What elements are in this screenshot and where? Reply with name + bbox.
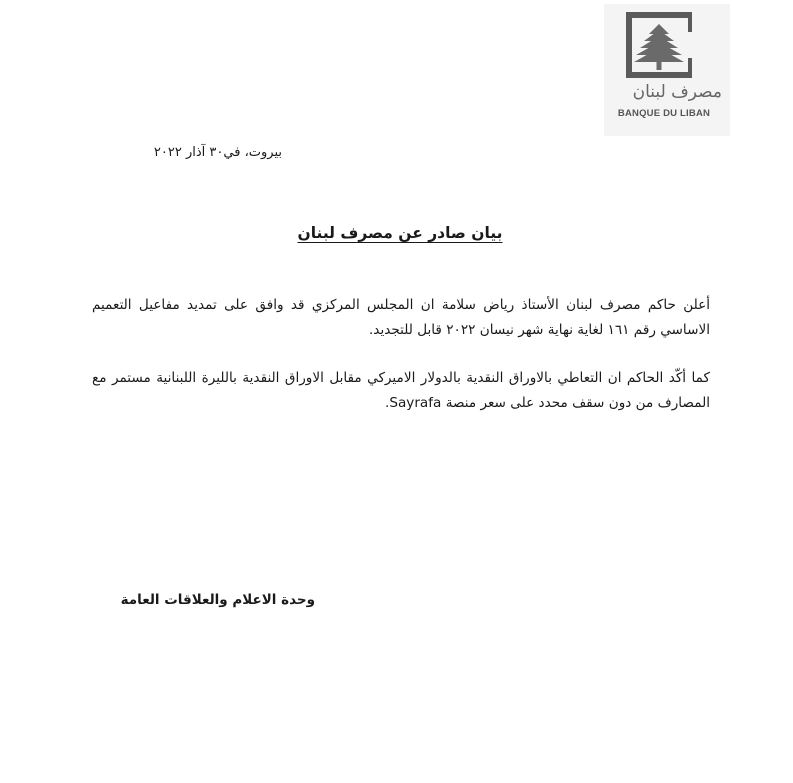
statement-title: بيان صادر عن مصرف لبنان [297, 224, 503, 242]
paragraph-exchange: كما أكّد الحاكم ان التعاطي بالاوراق النقدية بالدولار الاميركي مقابل الاوراق النقدية بالليرة اللبنانية مستمر مع المصارف من دون سقف محدد على سعر منصة Sayrafa. [92, 370, 710, 411]
cedar-tree-icon [622, 8, 696, 82]
logo-latin-name: BANQUE DU LIBAN [617, 108, 711, 119]
date-line: بيروت، في٣٠ آذار ٢٠٢٢ [153, 145, 282, 160]
paragraph-extension: أعلن حاكم مصرف لبنان الأستاذ رياض سلامة ان المجلس المركزي قد وافق على تمديد مفاعيل التعميم الاساسي رقم ١٦١ لغاية نهاية شهر نيسان ٢٠٢٢ قابل للتجديد. [92, 297, 710, 338]
signature-department: وحدة الاعلام والعلاقات العامة [120, 592, 315, 608]
logo-arabic-name: مصرف لبنان [632, 82, 722, 102]
bank-logo [604, 4, 730, 136]
